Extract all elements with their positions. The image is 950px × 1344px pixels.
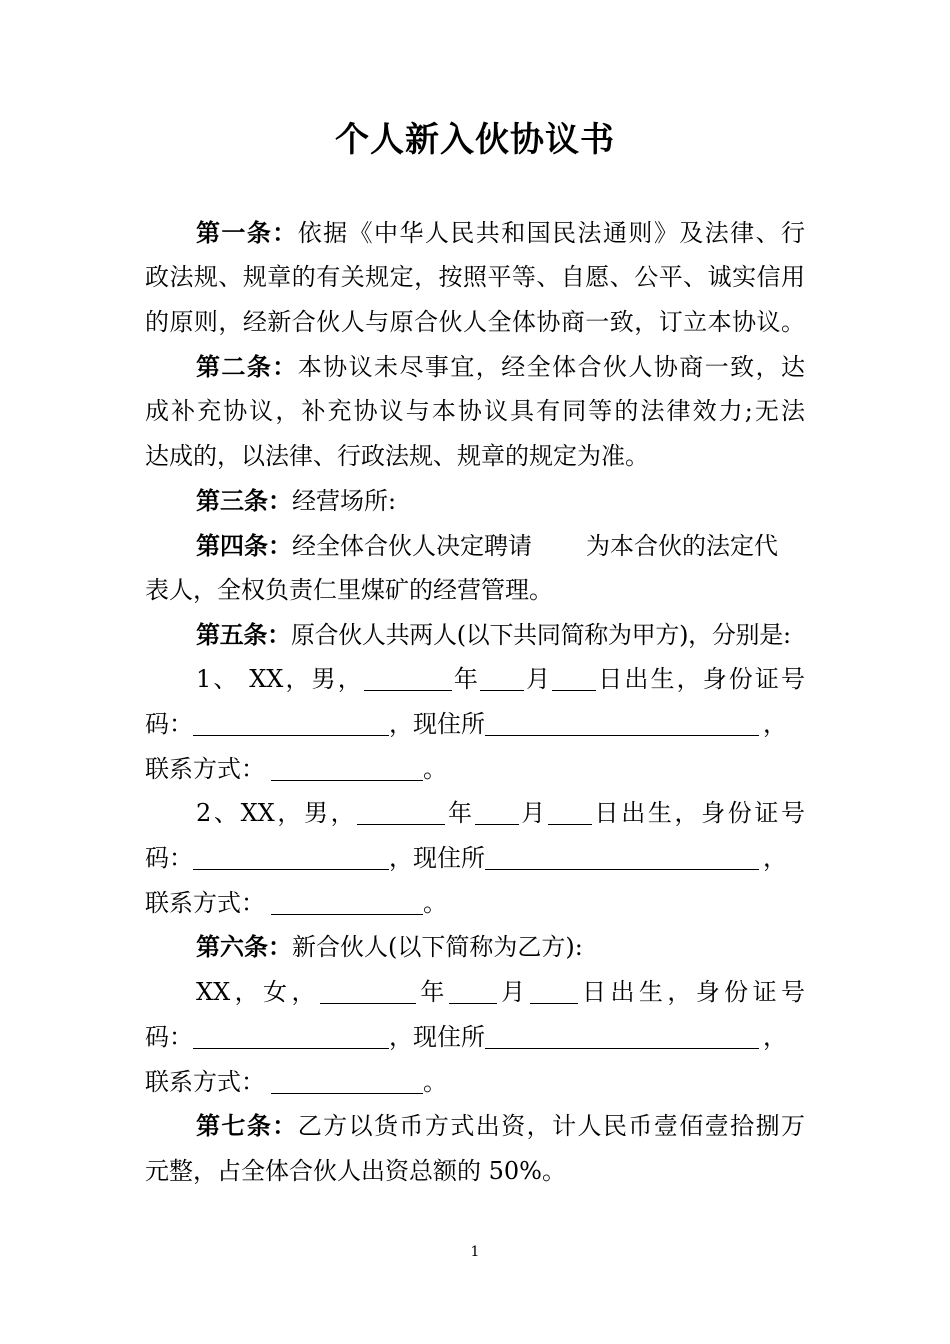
partner-2-birth-day-blank[interactable]	[548, 798, 592, 825]
new-partner-address-blank[interactable]	[485, 1022, 759, 1049]
partner-1-birth-month-blank[interactable]	[480, 664, 524, 691]
new-partner-line-3: 联系方式： 。	[145, 1068, 447, 1096]
article-2-line-3: 达成的，以法律、行政法规、规章的规定为准。	[145, 442, 649, 470]
article-1-label: 第一条：	[196, 219, 298, 247]
partner-2-contact-blank[interactable]	[271, 888, 423, 915]
partner-1-contact-blank[interactable]	[271, 754, 423, 781]
article-1-line-3: 的原则，经新合伙人与原合伙人全体协商一致，订立本协议。	[145, 308, 805, 336]
partner-1-birth-day-blank[interactable]	[552, 664, 596, 691]
article-6-label: 第六条：	[196, 933, 292, 961]
article-3-label: 第三条：	[196, 487, 292, 515]
page-number: 1	[470, 1244, 480, 1260]
partner-2-line-2: 码： ，现住所 ，	[145, 844, 787, 872]
partner-2-birth-year-blank[interactable]	[357, 798, 445, 825]
partner-2-id-number-blank[interactable]	[193, 843, 389, 870]
article-2-line-2: 成补充协议，补充协议与本协议具有同等的法律效力;无法	[145, 397, 805, 425]
article-5-line-1: 第五条：原合伙人共两人(以下共同简称为甲方)，分别是:	[196, 621, 791, 649]
article-4-label: 第四条：	[196, 532, 292, 560]
article-5-label: 第五条：	[196, 621, 291, 649]
partner-1-birth-year-blank[interactable]	[364, 664, 452, 691]
document-title: 个人新入伙协议书	[335, 120, 615, 160]
partner-1-line-1: 1、 XX，男， 年 月 日出生，身份证号	[196, 665, 806, 693]
new-partner-line-2: 码： ，现住所 ，	[145, 1023, 787, 1051]
partner-1-id-number-blank[interactable]	[193, 709, 389, 736]
article-7-line-1: 第七条：乙方以货币方式出资，计人民币壹佰壹拾捌万	[196, 1112, 806, 1140]
article-1-line-1: 第一条：依据《中华人民共和国民法通则》及法律、行	[196, 219, 806, 247]
partner-1-line-2: 码： ，现住所 ，	[145, 710, 787, 738]
article-7-label: 第七条：	[196, 1112, 298, 1140]
article-4-line-1: 第四条：经全体合伙人决定聘请 为本合伙的法定代	[196, 532, 778, 560]
article-2-line-1: 第二条：本协议未尽事宜，经全体合伙人协商一致，达	[196, 353, 806, 381]
partner-1-line-3: 联系方式： 。	[145, 755, 447, 783]
article-2-label: 第二条：	[196, 353, 298, 381]
partner-1-address-blank[interactable]	[485, 709, 759, 736]
partner-2-line-3: 联系方式： 。	[145, 889, 447, 917]
article-3-line: 第三条：经营场所:	[196, 487, 397, 515]
article-7-line-2: 元整，占全体合伙人出资总额的 50%。	[145, 1157, 566, 1185]
partner-2-birth-month-blank[interactable]	[475, 798, 519, 825]
article-1-line-2: 政法规、规章的有关规定，按照平等、自愿、公平、诚实信用	[145, 263, 805, 291]
partner-2-line-1: 2、XX，男， 年 月 日出生，身份证号	[196, 799, 806, 827]
new-partner-id-number-blank[interactable]	[193, 1022, 389, 1049]
partner-2-address-blank[interactable]	[485, 843, 759, 870]
new-partner-birth-day-blank[interactable]	[530, 977, 578, 1004]
new-partner-birth-year-blank[interactable]	[320, 977, 416, 1004]
new-partner-birth-month-blank[interactable]	[449, 977, 497, 1004]
article-6-line-1: 第六条：新合伙人(以下简称为乙方):	[196, 933, 583, 961]
new-partner-contact-blank[interactable]	[271, 1067, 423, 1094]
new-partner-line-1: XX，女， 年 月 日出生，身份证号	[196, 978, 806, 1006]
article-4-line-2: 表人，全权负责仁里煤矿的经营管理。	[145, 576, 553, 604]
